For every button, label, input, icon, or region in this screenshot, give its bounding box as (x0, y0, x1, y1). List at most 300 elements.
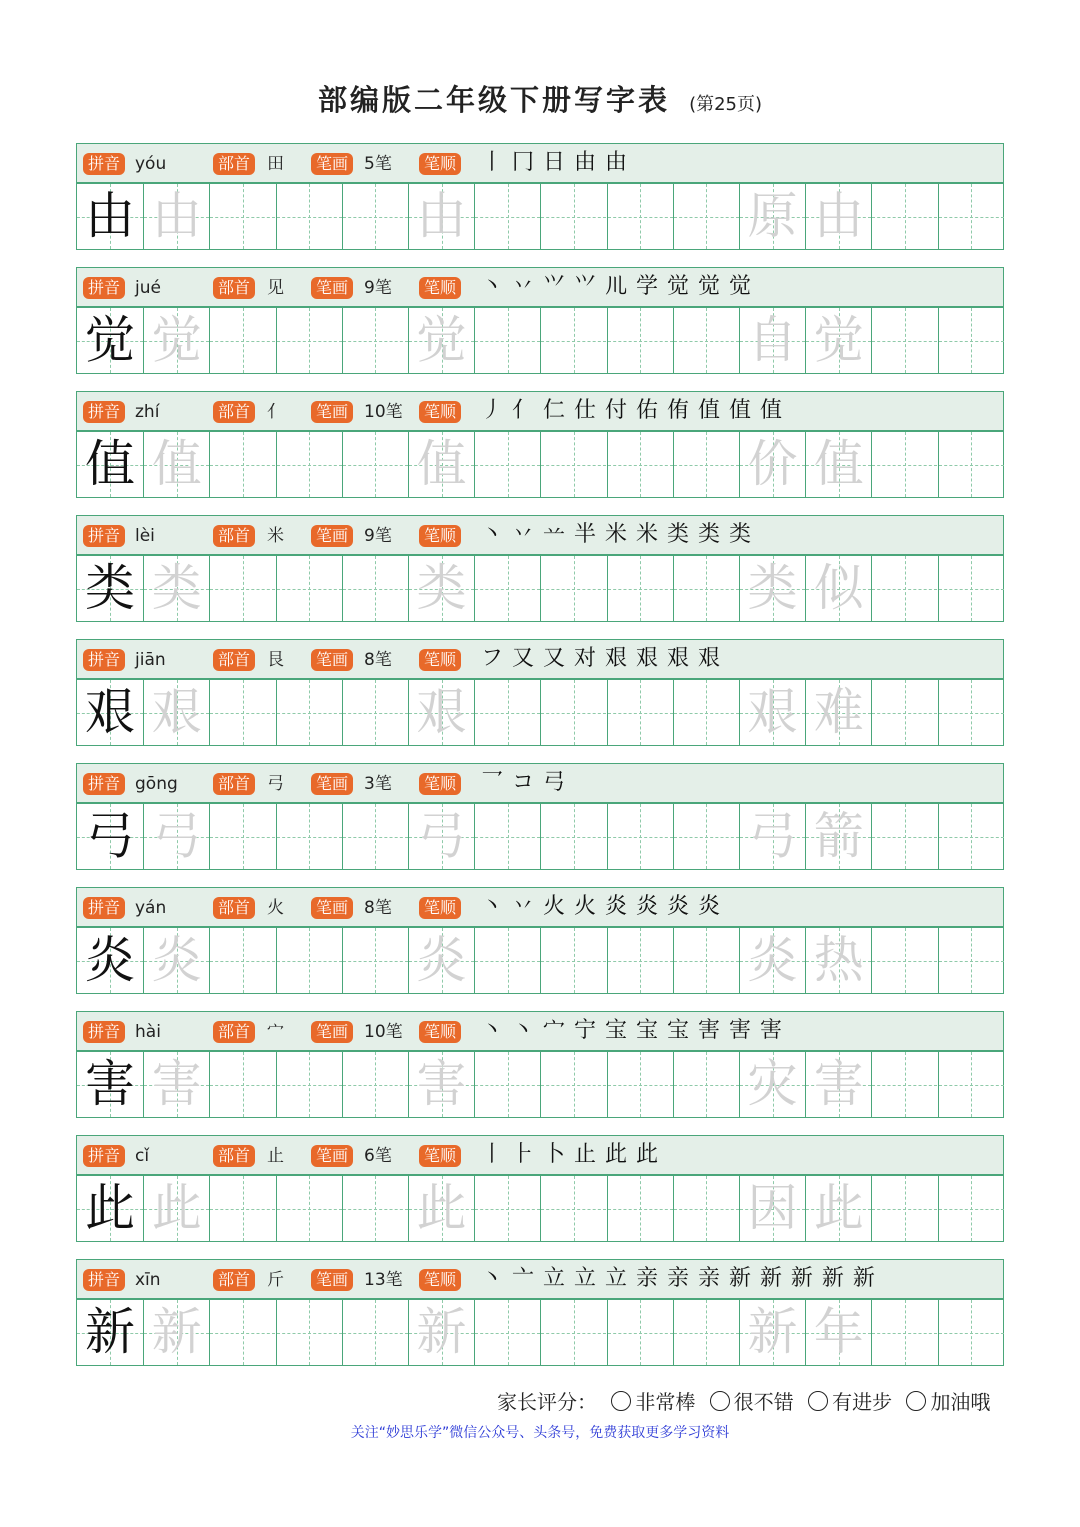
pinyin-value: hài (135, 1022, 161, 1042)
stroke-count-tag: 笔画 (311, 525, 353, 547)
stroke-order-tag: 笔顺 (419, 897, 461, 919)
character-row (76, 763, 1004, 870)
stroke-order-tag: 笔顺 (419, 153, 461, 175)
rating-label: 家长评分： (497, 1390, 597, 1414)
grid-cell[interactable] (673, 1052, 739, 1117)
grid-cell[interactable] (871, 184, 937, 249)
stroke-count-value: 13笔 (364, 1270, 403, 1290)
grid-cell[interactable] (209, 1176, 275, 1241)
grid-cell[interactable] (607, 184, 673, 249)
writing-grid (76, 307, 1004, 374)
grid-cell[interactable] (276, 928, 342, 993)
stroke-count-value: 6笔 (364, 1146, 392, 1166)
trace-character: 类 (151, 559, 202, 617)
stroke-order-tag: 笔顺 (419, 1021, 461, 1043)
row-header (76, 1011, 1004, 1051)
grid-cell[interactable] (739, 432, 805, 497)
grid-cell[interactable] (739, 556, 805, 621)
word-character: 年 (813, 1303, 864, 1361)
stroke-count-value: 10笔 (364, 402, 403, 422)
grid-cell[interactable] (607, 556, 673, 621)
rating-option-label: 非常棒 (635, 1390, 696, 1414)
stroke-count-tag: 笔画 (311, 153, 353, 175)
pinyin-tag: 拼音 (83, 773, 125, 795)
grid-cell[interactable] (209, 1300, 275, 1365)
character-row (76, 267, 1004, 374)
grid-cell[interactable] (276, 432, 342, 497)
radical-value: 火 (267, 898, 284, 918)
pinyin-tag: 拼音 (83, 1269, 125, 1291)
grid-cell[interactable] (607, 432, 673, 497)
radical-tag: 部首 (213, 649, 255, 671)
grid-cell[interactable] (871, 1300, 937, 1365)
grid-cell[interactable] (739, 1300, 805, 1365)
grid-cell[interactable] (871, 432, 937, 497)
pinyin-tag: 拼音 (83, 1145, 125, 1167)
radical-tag: 部首 (213, 525, 255, 547)
grid-cell[interactable] (871, 804, 937, 869)
grid-cell[interactable] (673, 928, 739, 993)
radical-value: 米 (267, 526, 284, 546)
grid-cell[interactable] (871, 928, 937, 993)
grid-cell[interactable] (739, 184, 805, 249)
writing-grid (76, 679, 1004, 746)
radical-value: 止 (267, 1146, 284, 1166)
grid-cell[interactable] (540, 308, 606, 373)
stroke-order-sequence: 丶 丷 䒑 半 米 米 类 类 类 (481, 522, 752, 547)
grid-cell[interactable] (143, 432, 209, 497)
trace-character: 值 (416, 435, 467, 493)
grid-cell[interactable] (77, 928, 143, 993)
grid-cell[interactable] (871, 556, 937, 621)
word-character: 害 (813, 1055, 864, 1113)
grid-cell[interactable] (474, 1052, 540, 1117)
radical-value: 亻 (267, 402, 284, 422)
trace-character: 害 (151, 1055, 202, 1113)
grid-cell[interactable] (342, 680, 408, 745)
stroke-count-value: 9笔 (364, 526, 392, 546)
rating-option-label: 加油哦 (930, 1390, 991, 1414)
grid-cell[interactable] (474, 1176, 540, 1241)
grid-cell[interactable] (408, 1300, 474, 1365)
word-character: 类 (747, 559, 798, 617)
grid-cell[interactable] (276, 1052, 342, 1117)
grid-cell[interactable] (209, 556, 275, 621)
stroke-count-tag: 笔画 (311, 1145, 353, 1167)
grid-cell[interactable] (938, 928, 1004, 993)
pinyin-tag: 拼音 (83, 1021, 125, 1043)
radical-value: 见 (267, 278, 284, 298)
pinyin-tag: 拼音 (83, 525, 125, 547)
grid-cell[interactable] (540, 928, 606, 993)
word-character: 觉 (813, 311, 864, 369)
row-header (76, 887, 1004, 927)
model-character: 此 (85, 1179, 135, 1237)
stroke-count-value: 9笔 (364, 278, 392, 298)
grid-cell[interactable] (540, 1300, 606, 1365)
grid-cell[interactable] (805, 1300, 871, 1365)
stroke-count-value: 8笔 (364, 650, 392, 670)
word-character: 值 (813, 435, 864, 493)
grid-cell[interactable] (938, 680, 1004, 745)
grid-cell[interactable] (540, 1052, 606, 1117)
grid-cell[interactable] (408, 184, 474, 249)
trace-character: 炎 (151, 931, 202, 989)
word-character: 弓 (747, 807, 798, 865)
row-header (76, 143, 1004, 183)
trace-character: 艰 (416, 683, 467, 741)
stroke-count-tag: 笔画 (311, 1021, 353, 1043)
trace-character: 炎 (416, 931, 467, 989)
pinyin-value: jiān (135, 650, 166, 670)
grid-cell[interactable] (342, 1300, 408, 1365)
trace-character: 此 (416, 1179, 467, 1237)
grid-cell[interactable] (607, 680, 673, 745)
grid-cell[interactable] (938, 432, 1004, 497)
page-number: (第25页) (689, 94, 763, 115)
trace-character: 觉 (151, 311, 202, 369)
grid-cell[interactable] (607, 308, 673, 373)
trace-character: 新 (416, 1303, 467, 1361)
grid-cell[interactable] (805, 308, 871, 373)
grid-cell[interactable] (474, 804, 540, 869)
stroke-order-sequence: 丶 亠 立 立 立 亲 亲 亲 新 新 新 新 新 (481, 1266, 876, 1291)
grid-cell[interactable] (607, 1300, 673, 1365)
stroke-order-sequence: 丶 丷 ⺍ 𭕄 𫶧 学 觉 觉 觉 (481, 274, 752, 299)
trace-character: 由 (151, 187, 202, 245)
radical-tag: 部首 (213, 401, 255, 423)
radical-tag: 部首 (213, 773, 255, 795)
grid-cell[interactable] (408, 680, 474, 745)
grid-cell[interactable] (474, 184, 540, 249)
grid-cell[interactable] (607, 1176, 673, 1241)
grid-cell[interactable] (77, 1052, 143, 1117)
model-character: 艰 (85, 683, 135, 741)
grid-cell[interactable] (342, 804, 408, 869)
grid-cell[interactable] (739, 928, 805, 993)
grid-cell[interactable] (77, 432, 143, 497)
grid-cell[interactable] (408, 308, 474, 373)
grid-cell[interactable] (540, 432, 606, 497)
grid-cell[interactable] (143, 804, 209, 869)
trace-character: 觉 (416, 311, 467, 369)
pinyin-tag: 拼音 (83, 401, 125, 423)
writing-grid (76, 1175, 1004, 1242)
radical-tag: 部首 (213, 1145, 255, 1167)
grid-cell[interactable] (408, 556, 474, 621)
rating-option-circle-icon[interactable] (808, 1391, 828, 1411)
grid-cell[interactable] (938, 804, 1004, 869)
grid-cell[interactable] (871, 308, 937, 373)
trace-character: 值 (151, 435, 202, 493)
grid-cell[interactable] (209, 184, 275, 249)
character-row (76, 1135, 1004, 1242)
grid-cell[interactable] (739, 680, 805, 745)
pinyin-value: gōng (135, 774, 178, 794)
grid-cell[interactable] (342, 308, 408, 373)
pinyin-value: xīn (135, 1270, 161, 1290)
stroke-count-tag: 笔画 (311, 401, 353, 423)
writing-grid (76, 183, 1004, 250)
grid-cell[interactable] (673, 556, 739, 621)
grid-cell[interactable] (607, 928, 673, 993)
grid-cell[interactable] (938, 556, 1004, 621)
model-character: 新 (85, 1303, 135, 1361)
grid-cell[interactable] (77, 184, 143, 249)
grid-cell[interactable] (871, 1052, 937, 1117)
grid-cell[interactable] (342, 184, 408, 249)
title-area (0, 78, 1080, 119)
radical-tag: 部首 (213, 897, 255, 919)
grid-cell[interactable] (540, 184, 606, 249)
radical-value: 斤 (267, 1270, 284, 1290)
grid-cell[interactable] (739, 804, 805, 869)
word-character: 艰 (747, 683, 798, 741)
radical-tag: 部首 (213, 277, 255, 299)
pinyin-value: yán (135, 898, 167, 918)
grid-cell[interactable] (871, 680, 937, 745)
grid-cell[interactable] (276, 1300, 342, 1365)
stroke-order-sequence: 乛 コ 弓 (481, 770, 566, 795)
grid-cell[interactable] (739, 308, 805, 373)
stroke-count-value: 5笔 (364, 154, 392, 174)
grid-cell[interactable] (209, 928, 275, 993)
grid-cell[interactable] (143, 184, 209, 249)
stroke-order-tag: 笔顺 (419, 1145, 461, 1167)
grid-cell[interactable] (77, 1176, 143, 1241)
character-row (76, 143, 1004, 250)
pinyin-value: cǐ (135, 1146, 150, 1166)
trace-character: 此 (151, 1179, 202, 1237)
word-character: 价 (747, 435, 798, 493)
grid-cell[interactable] (276, 556, 342, 621)
row-header (76, 639, 1004, 679)
grid-cell[interactable] (342, 1176, 408, 1241)
grid-cell[interactable] (408, 432, 474, 497)
grid-cell[interactable] (739, 1052, 805, 1117)
grid-cell[interactable] (474, 928, 540, 993)
grid-cell[interactable] (673, 308, 739, 373)
grid-cell[interactable] (408, 804, 474, 869)
grid-cell[interactable] (871, 1176, 937, 1241)
grid-cell[interactable] (805, 556, 871, 621)
grid-cell[interactable] (143, 1176, 209, 1241)
grid-cell[interactable] (673, 432, 739, 497)
stroke-order-sequence: 丶 丶 宀 宁 宝 宝 宝 害 害 害 (481, 1018, 783, 1043)
radical-value: 弓 (267, 774, 284, 794)
character-row (76, 1011, 1004, 1118)
grid-cell[interactable] (77, 556, 143, 621)
model-character: 类 (85, 559, 135, 617)
stroke-order-tag: 笔顺 (419, 1269, 461, 1291)
radical-value: 田 (267, 154, 284, 174)
stroke-order-sequence: 丶 丷 火 火 炎 炎 炎 炎 (481, 894, 721, 919)
trace-character: 害 (416, 1055, 467, 1113)
character-row (76, 1259, 1004, 1366)
grid-cell[interactable] (607, 804, 673, 869)
grid-cell[interactable] (276, 680, 342, 745)
grid-cell[interactable] (938, 1300, 1004, 1365)
grid-cell[interactable] (474, 308, 540, 373)
row-header (76, 515, 1004, 555)
grid-cell[interactable] (673, 184, 739, 249)
word-character: 似 (813, 559, 864, 617)
character-row (76, 887, 1004, 994)
grid-cell[interactable] (673, 680, 739, 745)
grid-cell[interactable] (342, 556, 408, 621)
model-character: 觉 (85, 311, 135, 369)
pinyin-value: zhí (135, 402, 160, 422)
word-character: 自 (747, 311, 798, 369)
grid-cell[interactable] (540, 680, 606, 745)
grid-cell[interactable] (143, 680, 209, 745)
grid-cell[interactable] (408, 928, 474, 993)
radical-value: 艮 (267, 650, 284, 670)
word-character: 原 (747, 187, 798, 245)
grid-cell[interactable] (938, 1176, 1004, 1241)
footer-note: 关注“妙思乐学”微信公众号、头条号，免费获取更多学习资料 (350, 1425, 730, 1441)
pinyin-value: lèi (135, 526, 155, 546)
grid-cell[interactable] (805, 680, 871, 745)
trace-character: 由 (416, 187, 467, 245)
stroke-order-tag: 笔顺 (419, 773, 461, 795)
row-header (76, 391, 1004, 431)
grid-cell[interactable] (805, 804, 871, 869)
stroke-count-tag: 笔画 (311, 277, 353, 299)
grid-cell[interactable] (209, 680, 275, 745)
model-character: 值 (85, 435, 135, 493)
model-character: 炎 (85, 931, 135, 989)
grid-cell[interactable] (673, 1300, 739, 1365)
rating-option-circle-icon[interactable] (710, 1391, 730, 1411)
grid-cell[interactable] (342, 432, 408, 497)
grid-cell[interactable] (938, 184, 1004, 249)
trace-character: 弓 (416, 807, 467, 865)
stroke-order-sequence: 丿 亻 仁 仕 付 佑 侑 值 值 值 (481, 398, 783, 423)
radical-tag: 部首 (213, 1021, 255, 1043)
word-character: 此 (813, 1179, 864, 1237)
stroke-count-tag: 笔画 (311, 773, 353, 795)
word-character: 箭 (813, 807, 864, 865)
grid-cell[interactable] (143, 1300, 209, 1365)
trace-character: 类 (416, 559, 467, 617)
row-header (76, 763, 1004, 803)
grid-cell[interactable] (408, 1052, 474, 1117)
grid-cell[interactable] (673, 804, 739, 869)
trace-character: 弓 (151, 807, 202, 865)
writing-grid (76, 555, 1004, 622)
word-character: 难 (813, 683, 864, 741)
model-character: 害 (85, 1055, 135, 1113)
grid-cell[interactable] (805, 928, 871, 993)
stroke-count-value: 8笔 (364, 898, 392, 918)
stroke-count-value: 10笔 (364, 1022, 403, 1042)
grid-cell[interactable] (408, 1176, 474, 1241)
grid-cell[interactable] (805, 1176, 871, 1241)
grid-cell[interactable] (805, 184, 871, 249)
model-character: 弓 (85, 807, 135, 865)
word-character: 由 (813, 187, 864, 245)
radical-tag: 部首 (213, 1269, 255, 1291)
character-row (76, 515, 1004, 622)
grid-cell[interactable] (474, 556, 540, 621)
grid-cell[interactable] (276, 308, 342, 373)
grid-cell[interactable] (739, 1176, 805, 1241)
grid-cell[interactable] (474, 1300, 540, 1365)
pinyin-tag: 拼音 (83, 897, 125, 919)
character-row (76, 639, 1004, 746)
grid-cell[interactable] (209, 308, 275, 373)
stroke-count-tag: 笔画 (311, 649, 353, 671)
writing-grid (76, 803, 1004, 870)
character-row (76, 391, 1004, 498)
grid-cell[interactable] (143, 308, 209, 373)
grid-cell[interactable] (474, 680, 540, 745)
grid-cell[interactable] (77, 680, 143, 745)
grid-cell[interactable] (209, 1052, 275, 1117)
grid-cell[interactable] (143, 1052, 209, 1117)
stroke-order-tag: 笔顺 (419, 525, 461, 547)
pinyin-tag: 拼音 (83, 649, 125, 671)
grid-cell[interactable] (77, 308, 143, 373)
grid-cell[interactable] (607, 1052, 673, 1117)
grid-cell[interactable] (474, 432, 540, 497)
row-header (76, 1135, 1004, 1175)
grid-cell[interactable] (673, 1176, 739, 1241)
parent-rating (497, 1386, 990, 1415)
grid-cell[interactable] (938, 308, 1004, 373)
grid-cell[interactable] (143, 556, 209, 621)
pinyin-tag: 拼音 (83, 153, 125, 175)
rating-option-circle-icon[interactable] (906, 1391, 926, 1411)
model-character: 由 (85, 187, 135, 245)
rating-option-circle-icon[interactable] (611, 1391, 631, 1411)
grid-cell[interactable] (209, 432, 275, 497)
stroke-order-tag: 笔顺 (419, 649, 461, 671)
writing-grid (76, 927, 1004, 994)
writing-grid (76, 1299, 1004, 1366)
grid-cell[interactable] (540, 1176, 606, 1241)
radical-tag: 部首 (213, 153, 255, 175)
grid-cell[interactable] (276, 804, 342, 869)
grid-cell[interactable] (209, 804, 275, 869)
word-character: 灾 (747, 1055, 798, 1113)
stroke-count-tag: 笔画 (311, 1269, 353, 1291)
grid-cell[interactable] (540, 556, 606, 621)
grid-cell[interactable] (276, 1176, 342, 1241)
grid-cell[interactable] (938, 1052, 1004, 1117)
word-character: 热 (813, 931, 864, 989)
grid-cell[interactable] (805, 432, 871, 497)
grid-cell[interactable] (276, 184, 342, 249)
grid-cell[interactable] (77, 1300, 143, 1365)
trace-character: 新 (151, 1303, 202, 1361)
grid-cell[interactable] (540, 804, 606, 869)
stroke-order-sequence: フ 又 又 对 艰 艰 艰 艰 (481, 646, 721, 671)
stroke-count-tag: 笔画 (311, 897, 353, 919)
page-title: 部编版二年级下册写字表 (317, 83, 670, 117)
grid-cell[interactable] (805, 1052, 871, 1117)
stroke-order-sequence: 丨 ⺊ 卜 止 此 此 (481, 1142, 659, 1167)
rating-option-label: 有进步 (832, 1390, 893, 1414)
grid-cell[interactable] (143, 928, 209, 993)
row-header (76, 1259, 1004, 1299)
grid-cell[interactable] (342, 928, 408, 993)
radical-value: 宀 (267, 1022, 284, 1042)
word-character: 炎 (747, 931, 798, 989)
grid-cell[interactable] (342, 1052, 408, 1117)
grid-cell[interactable] (77, 804, 143, 869)
